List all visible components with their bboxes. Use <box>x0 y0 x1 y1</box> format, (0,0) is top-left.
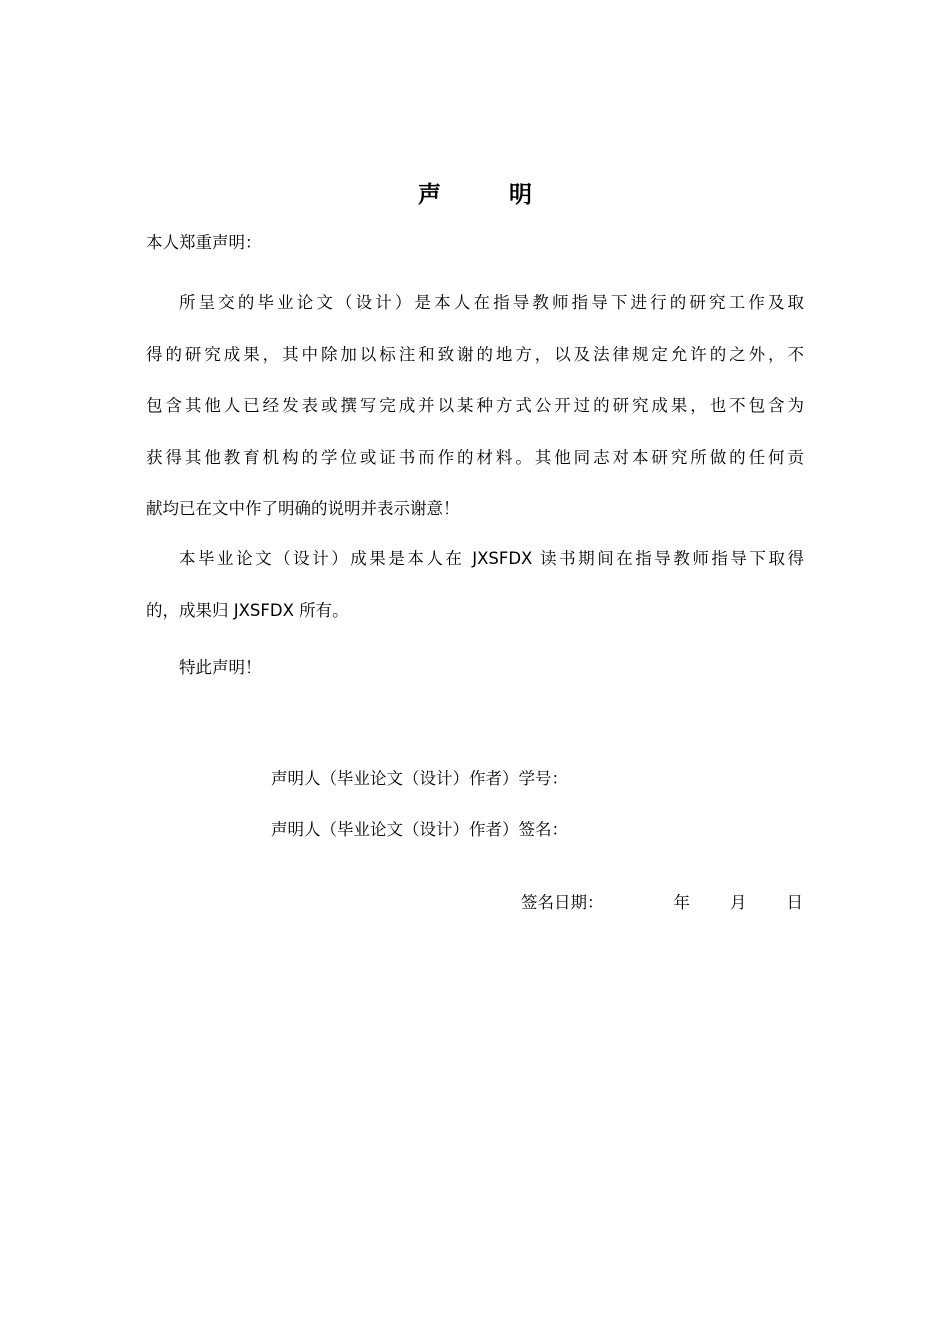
paragraph-line: 获得其他教育机构的学位或证书而作的材料。其他同志对本研究所做的任何贡 <box>146 447 804 467</box>
date-label: 签名日期： <box>521 893 604 912</box>
intro-text: 本人郑重声明： <box>146 233 262 252</box>
paragraph-ownership <box>146 533 804 636</box>
paragraph-line: 包含其他人已经发表或撰写完成并以某种方式公开过的研究成果，也不包含为 <box>146 396 804 415</box>
signature-date-row <box>521 889 803 913</box>
closing-text: 特此声明！ <box>179 658 262 677</box>
paragraph-line: 得的研究成果，其中除加以标注和致谢的地方，以及法律规定允许的之外，不 <box>146 344 804 364</box>
paragraph-originality <box>146 277 804 535</box>
month-label: 月 <box>730 893 747 912</box>
paragraph-line: 所呈交的毕业论文（设计）是本人在指导教师指导下进行的研究工作及取 <box>179 293 804 312</box>
title-char-1: 声 <box>418 182 441 208</box>
page-title <box>0 176 950 209</box>
paragraph-line: 本毕业论文（设计）成果是本人在 JXSFDX 读书期间在指导教师指导下取得 <box>179 549 804 568</box>
student-id-label: 声明人（毕业论文（设计）作者）学号： <box>271 769 568 788</box>
year-label: 年 <box>673 893 690 912</box>
paragraph-line: 的，成果归 JXSFDX 所有。 <box>146 600 349 620</box>
day-label: 日 <box>786 893 803 912</box>
paragraph-line: 献均已在文中作了明确的说明并表示谢意！ <box>146 499 460 518</box>
title-char-2: 明 <box>509 182 532 208</box>
signature-label: 声明人（毕业论文（设计）作者）签名： <box>271 820 568 839</box>
